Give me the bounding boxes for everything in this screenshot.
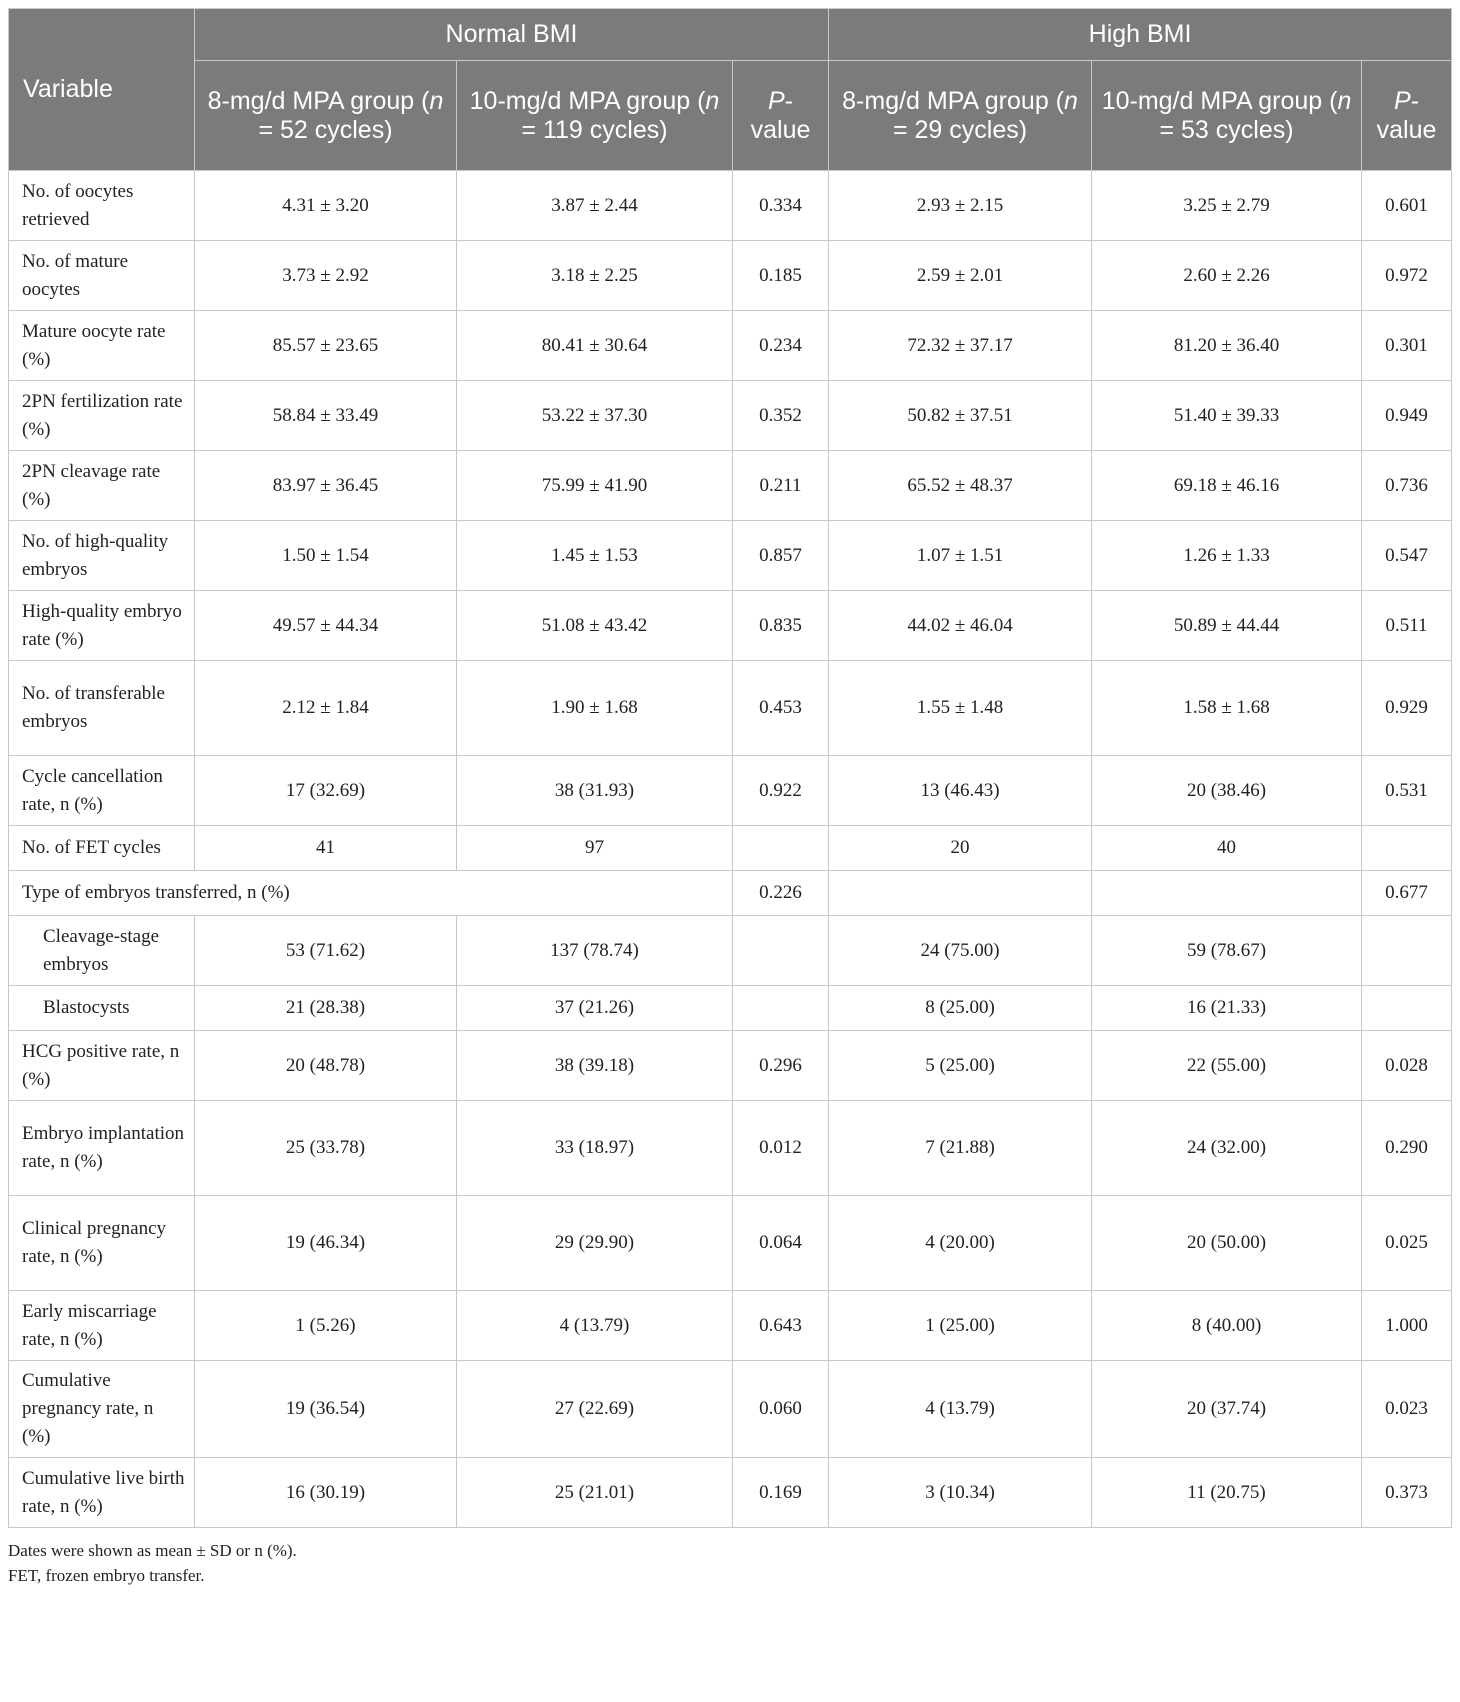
table-cell: 0.290 (1362, 1101, 1452, 1196)
table-cell: 5 (25.00) (829, 1031, 1092, 1101)
table-row (9, 871, 1452, 916)
table-row (9, 241, 1452, 311)
table-cell: 20 (50.00) (1092, 1196, 1362, 1291)
table-cell: 0.835 (733, 591, 829, 661)
table-cell: 33 (18.97) (457, 1101, 733, 1196)
table-cell: 13 (46.43) (829, 756, 1092, 826)
table-row (9, 521, 1452, 591)
table-cell (1362, 826, 1452, 871)
table-cell: 53.22 ± 37.30 (457, 381, 733, 451)
table-cell: 51.40 ± 39.33 (1092, 381, 1362, 451)
table-cell: 4 (13.79) (829, 1361, 1092, 1458)
table-cell: 0.234 (733, 311, 829, 381)
table-cell: 58.84 ± 33.49 (195, 381, 457, 451)
footnote: Dates were shown as mean ± SD or n (%). (8, 1541, 297, 1560)
table-cell: 0.226 (733, 871, 829, 916)
table-row (9, 756, 1452, 826)
table-row (9, 1031, 1452, 1101)
table-cell: 11 (20.75) (1092, 1458, 1362, 1528)
table-row (9, 1196, 1452, 1291)
table-cell: 3.87 ± 2.44 (457, 171, 733, 241)
table-cell (1092, 871, 1362, 916)
table-cell: 44.02 ± 46.04 (829, 591, 1092, 661)
table-cell: 49.57 ± 44.34 (195, 591, 457, 661)
table-cell: 0.211 (733, 451, 829, 521)
table-cell: 4.31 ± 3.20 (195, 171, 457, 241)
table-row (9, 381, 1452, 451)
table-cell: 0.296 (733, 1031, 829, 1101)
table-cell: 0.531 (1362, 756, 1452, 826)
table-cell: 0.601 (1362, 171, 1452, 241)
table-cell: 8 (40.00) (1092, 1291, 1362, 1361)
table-cell: 85.57 ± 23.65 (195, 311, 457, 381)
table-cell: 2.59 ± 2.01 (829, 241, 1092, 311)
table-cell: 0.028 (1362, 1031, 1452, 1101)
table-cell: 4 (20.00) (829, 1196, 1092, 1291)
table-cell: 0.169 (733, 1458, 829, 1528)
table-cell: 0.025 (1362, 1196, 1452, 1291)
table-cell: 25 (33.78) (195, 1101, 457, 1196)
row-label: Blastocysts (9, 986, 195, 1031)
table-cell: 69.18 ± 46.16 (1092, 451, 1362, 521)
row-label: Cumulative pregnancy rate, n (%) (9, 1361, 195, 1458)
table-cell: 50.89 ± 44.44 (1092, 591, 1362, 661)
table-cell: 19 (46.34) (195, 1196, 457, 1291)
table-row (9, 826, 1452, 871)
table-cell: 53 (71.62) (195, 916, 457, 986)
table-cell: 16 (30.19) (195, 1458, 457, 1528)
table-row (9, 661, 1452, 756)
table-cell: 97 (457, 826, 733, 871)
table-cell: 0.929 (1362, 661, 1452, 756)
table-cell: 24 (75.00) (829, 916, 1092, 986)
table-cell (733, 986, 829, 1031)
row-label: No. of transferable embryos (9, 661, 195, 756)
table-cell (1362, 986, 1452, 1031)
table-cell: 38 (39.18) (457, 1031, 733, 1101)
table-cell: 0.972 (1362, 241, 1452, 311)
table-cell: 1.26 ± 1.33 (1092, 521, 1362, 591)
row-label: 2PN fertilization rate (%) (9, 381, 195, 451)
table-row (9, 311, 1452, 381)
table-row (9, 591, 1452, 661)
table-cell: 1.50 ± 1.54 (195, 521, 457, 591)
row-label: No. of oocytes retrieved (9, 171, 195, 241)
table-body (9, 171, 1452, 1528)
table-cell: 1 (25.00) (829, 1291, 1092, 1361)
table-cell: 1.000 (1362, 1291, 1452, 1361)
variable-header: Variable (9, 9, 195, 171)
table-cell: 75.99 ± 41.90 (457, 451, 733, 521)
table-cell: 0.643 (733, 1291, 829, 1361)
row-label: Embryo implantation rate, n (%) (9, 1101, 195, 1196)
row-label: Type of embryos transferred, n (%) (9, 871, 733, 916)
table-cell: 0.060 (733, 1361, 829, 1458)
table-cell: 0.857 (733, 521, 829, 591)
row-label: 2PN cleavage rate (%) (9, 451, 195, 521)
table-cell: 27 (22.69) (457, 1361, 733, 1458)
table-cell: 0.023 (1362, 1361, 1452, 1458)
table-cell: 4 (13.79) (457, 1291, 733, 1361)
table-cell: 72.32 ± 37.17 (829, 311, 1092, 381)
table-cell: 1 (5.26) (195, 1291, 457, 1361)
table-cell: 0.064 (733, 1196, 829, 1291)
table-cell: 1.45 ± 1.53 (457, 521, 733, 591)
table-cell: 21 (28.38) (195, 986, 457, 1031)
row-label: No. of mature oocytes (9, 241, 195, 311)
table-cell: 0.453 (733, 661, 829, 756)
table-cell: 19 (36.54) (195, 1361, 457, 1458)
table-cell: 24 (32.00) (1092, 1101, 1362, 1196)
table-cell: 20 (829, 826, 1092, 871)
table-cell: 2.12 ± 1.84 (195, 661, 457, 756)
table-cell: 137 (78.74) (457, 916, 733, 986)
table-cell: 0.511 (1362, 591, 1452, 661)
table-cell: 0.301 (1362, 311, 1452, 381)
table-cell: 3.18 ± 2.25 (457, 241, 733, 311)
table-header (9, 9, 1452, 171)
row-label: Early miscarriage rate, n (%) (9, 1291, 195, 1361)
table-cell: 3.25 ± 2.79 (1092, 171, 1362, 241)
table-cell: 51.08 ± 43.42 (457, 591, 733, 661)
table-cell: 2.60 ± 2.26 (1092, 241, 1362, 311)
table-cell: 8 (25.00) (829, 986, 1092, 1031)
table-cell: 37 (21.26) (457, 986, 733, 1031)
table-cell: 17 (32.69) (195, 756, 457, 826)
results-table-container (8, 8, 1451, 1588)
row-label: Cumulative live birth rate, n (%) (9, 1458, 195, 1528)
table-cell: 0.012 (733, 1101, 829, 1196)
results-table (8, 8, 1452, 1528)
table-row (9, 986, 1452, 1031)
table-cell: 3.73 ± 2.92 (195, 241, 457, 311)
table-cell: 0.185 (733, 241, 829, 311)
row-label: No. of FET cycles (9, 826, 195, 871)
table-cell: 0.949 (1362, 381, 1452, 451)
row-label: HCG positive rate, n (%) (9, 1031, 195, 1101)
table-row (9, 916, 1452, 986)
table-cell (733, 916, 829, 986)
table-cell: 0.736 (1362, 451, 1452, 521)
table-cell: 20 (38.46) (1092, 756, 1362, 826)
table-cell: 41 (195, 826, 457, 871)
row-label: Mature oocyte rate (%) (9, 311, 195, 381)
p-value-header: P-value (733, 61, 829, 171)
group-header: 8-mg/d MPA group (n = 29 cycles) (829, 61, 1092, 171)
group-header: 10-mg/d MPA group (n = 53 cycles) (1092, 61, 1362, 171)
table-cell: 80.41 ± 30.64 (457, 311, 733, 381)
table-row (9, 1458, 1452, 1528)
row-label: Cleavage-stage embryos (9, 916, 195, 986)
group-header: 10-mg/d MPA group (n = 119 cycles) (457, 61, 733, 171)
table-cell: 0.373 (1362, 1458, 1452, 1528)
footnote: FET, frozen embryo transfer. (8, 1566, 205, 1585)
group-header: 8-mg/d MPA group (n = 52 cycles) (195, 61, 457, 171)
table-cell: 3 (10.34) (829, 1458, 1092, 1528)
table-cell (733, 826, 829, 871)
table-cell: 40 (1092, 826, 1362, 871)
table-cell: 0.334 (733, 171, 829, 241)
table-cell: 2.93 ± 2.15 (829, 171, 1092, 241)
table-row (9, 451, 1452, 521)
table-row (9, 1291, 1452, 1361)
table-cell: 81.20 ± 36.40 (1092, 311, 1362, 381)
table-cell: 29 (29.90) (457, 1196, 733, 1291)
table-row (9, 171, 1452, 241)
table-cell: 0.352 (733, 381, 829, 451)
table-cell: 1.07 ± 1.51 (829, 521, 1092, 591)
table-cell: 50.82 ± 37.51 (829, 381, 1092, 451)
table-cell: 25 (21.01) (457, 1458, 733, 1528)
table-cell (1362, 916, 1452, 986)
table-cell: 20 (37.74) (1092, 1361, 1362, 1458)
table-cell: 16 (21.33) (1092, 986, 1362, 1031)
table-cell: 0.677 (1362, 871, 1452, 916)
row-label: No. of high-quality embryos (9, 521, 195, 591)
table-cell: 20 (48.78) (195, 1031, 457, 1101)
high-bmi-header: High BMI (829, 9, 1452, 61)
table-cell: 22 (55.00) (1092, 1031, 1362, 1101)
table-row (9, 1101, 1452, 1196)
table-cell: 65.52 ± 48.37 (829, 451, 1092, 521)
table-cell: 59 (78.67) (1092, 916, 1362, 986)
row-label: Cycle cancellation rate, n (%) (9, 756, 195, 826)
table-cell: 1.90 ± 1.68 (457, 661, 733, 756)
table-cell: 1.55 ± 1.48 (829, 661, 1092, 756)
table-cell: 38 (31.93) (457, 756, 733, 826)
table-cell (829, 871, 1092, 916)
row-label: Clinical pregnancy rate, n (%) (9, 1196, 195, 1291)
table-cell: 7 (21.88) (829, 1101, 1092, 1196)
normal-bmi-header: Normal BMI (195, 9, 829, 61)
row-label: High-quality embryo rate (%) (9, 591, 195, 661)
table-row (9, 1361, 1452, 1458)
table-cell: 1.58 ± 1.68 (1092, 661, 1362, 756)
p-value-header: P-value (1362, 61, 1452, 171)
table-cell: 0.922 (733, 756, 829, 826)
table-footnotes (8, 1538, 1451, 1588)
table-cell: 83.97 ± 36.45 (195, 451, 457, 521)
table-cell: 0.547 (1362, 521, 1452, 591)
